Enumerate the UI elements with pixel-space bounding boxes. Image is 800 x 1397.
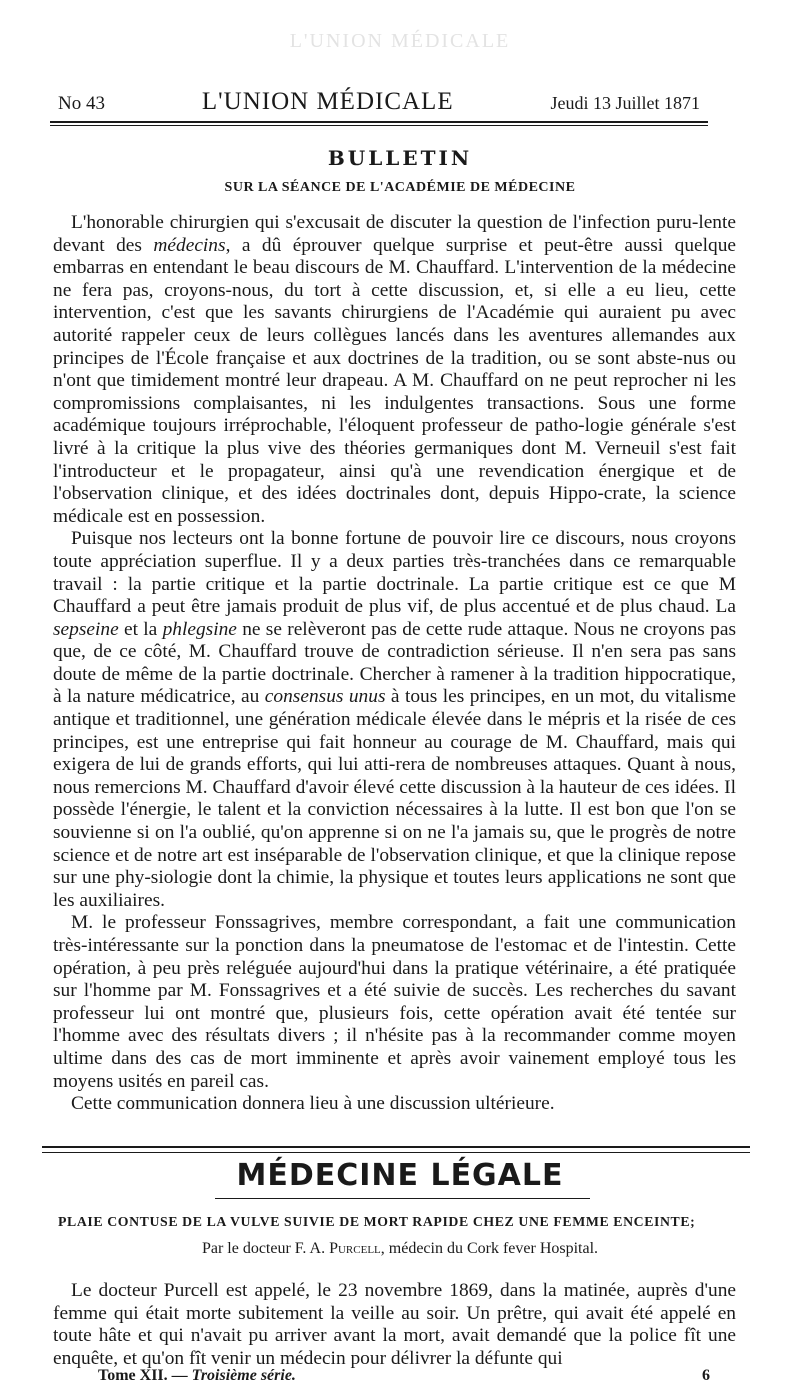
issue-date: Jeudi 13 Juillet 1871 — [550, 93, 700, 113]
section-title: MÉDECINE LÉGALE — [236, 1158, 564, 1193]
italic-run: médecins — [153, 234, 226, 256]
paragraph: M. le professeur Fonssagrives, membre correspondant, a fait une communication très-intéressante sur la ponction dans la pneumatose de l'estomac et de l'intestin. Cette opération, à peu près reléguée aujourd'hui dans la pratique vétérinaire, a été pratiquée sur l'homme par M. Fonssagrives et a été suivie de succès. Les recherches du savant professeur lui ont montré que, plusieurs fois, cette opération avait été tentée sur l'homme avec des résultats divers ; il n'hésite pas à la recommander comme moyen ultime dans des cas de mort imminente et après avoir vainement employé tous les moyens usités en pareil cas. — [53, 912, 736, 1092]
header-rule — [50, 121, 708, 123]
article-body — [53, 1280, 736, 1370]
bulletin-body — [53, 212, 736, 1116]
text-run: à tous les principes, en un mot, du vitalisme antique et traditionnel, une génération médicale élevée dans le mépris et la risée de ces principes, est une entreprise qui fait honneur au courage de M. Chauffard, mais qui exigera de lui de grands efforts, qui lui atti-rera de nombreuses attaques. Quant à nous, nous remercions M. Chauffard d'avoir élevé cette discussion à la hauteur de ces idées. Il possède l'énergie, le talent et la conviction nécessaires à la lutte. Il est bon que l'on se souvienne si on l'a oublié, qu'on apprenne si on ne l'a jamais su, que le progrès de notre science et de notre art est inséparable de l'observation clinique, et que la clinique repose sur une phy-siologie dont la chimie, la physique et toutes leurs applications ne sont que les auxiliaires. — [53, 686, 736, 911]
text-run: L'honorable chirurgien qui s'excusait de discuter la question de l'infection puru-lente devant des — [53, 212, 736, 256]
paragraph — [53, 212, 736, 528]
section-rule-thick — [42, 1146, 750, 1148]
header-rule-thin — [50, 125, 708, 126]
author-name: Purcell — [329, 1240, 381, 1257]
page-footer — [98, 1367, 710, 1385]
bulletin-subtitle: SUR LA SÉANCE DE L'ACADÉMIE DE MÉDECINE — [224, 180, 576, 195]
section-rule-thin — [42, 1152, 750, 1153]
text-run: ne se relèveront pas de cette rude attaque. Nous ne croyons pas que, de ce côté, M. Chauffard trouve de contradiction sérieuse. Il n'en sera pas sans doute de même de la partie doctrinale. Chercher à ramener à la tradition hippocratique, à la nature médicatrice, au — [53, 618, 737, 708]
text-run: et la — [118, 618, 163, 640]
paragraph: Le docteur Purcell est appelé, le 23 novembre 1869, dans la matinée, auprès d'une femme qui était morte subitement la veille au soir. Un prêtre, qui avait été appelé en toute hâte et qui n'avait pu arriver avant la mort, avait demandé que la police fît une enquête, et qu'on fît venir un médecin pour délivrer la défunte qui — [53, 1280, 736, 1369]
italic-run: phlegsine — [162, 618, 237, 640]
italic-run: sepseine — [53, 618, 119, 640]
text-run: Par le docteur F. A. — [201, 1240, 330, 1257]
section-title-rule — [215, 1198, 590, 1199]
text-run: , médecin du Cork fever Hospital. — [380, 1240, 599, 1257]
show-through-text: L'UNION MÉDICALE — [289, 30, 511, 52]
running-head — [58, 88, 700, 116]
paragraph — [53, 528, 736, 912]
article-title: PLAIE CONTUSE DE LA VULVE SUIVIE DE MORT RAPIDE CHEZ UNE FEMME ENCEINTE; — [58, 1214, 696, 1229]
tome-label: Tome XII. — — [98, 1367, 192, 1384]
signature-mark: 6 — [702, 1367, 710, 1384]
series-label: Troisième série. — [191, 1367, 296, 1384]
journal-title: L'UNION MÉDICALE — [201, 88, 454, 115]
text-run: Puisque nos lecteurs ont la bonne fortune de pouvoir lire ce discours, nous croyons toute appréciation superflue. Il y a deux parties très-tranchées dans ce remarquable travail : la partie critique et la partie doctrinale. La partie critique est ce que M Chauffard a peut être jamais produit de plus vif, de plus accentué et de plus chaud. La — [53, 528, 736, 618]
bulletin-title: BULLETIN — [327, 146, 473, 170]
text-run: , a dû éprouver quelque surprise et peut-être aussi quelque embarras en entendant le beau discours de M. Chauffard. L'intervention de la médecine ne fera pas, croyons-nous, du tort à cette discussion, et, si elle a eu lieu, cette intervention, c'est que les savants chirurgiens de l'Académie qui auraient pu avec autorité rappeler ceux de leurs collègues lancés dans les aventures allemandes aux principes de l'École française et aux doctrines de la tradition, ou se sont abste-nus ou n'ont que timidement montré leur drapeau. A M. Chauffard on ne peut reprocher ni les compromissions complaisantes, ni les indulgentes transactions. Sous une forme académique toujours irréprochable, l'éloquent professeur de patho-logie générale s'est livré à la critique la plus vive des théories germaniques dont M. Verneuil s'est fait l'introducteur et le propagateur, ainsi qu'à une revendication énergique et de l'observation clinique, et des idées doctrinales dont, depuis Hippo-crate, la science médicale est en possession. — [53, 234, 737, 527]
volume-info — [98, 1367, 296, 1385]
paragraph: Cette communication donnera lieu à une discussion ultérieure. — [71, 1093, 555, 1115]
article-author — [0, 1240, 800, 1258]
italic-run: consensus unus — [264, 686, 386, 708]
issue-number: No 43 — [58, 93, 105, 114]
